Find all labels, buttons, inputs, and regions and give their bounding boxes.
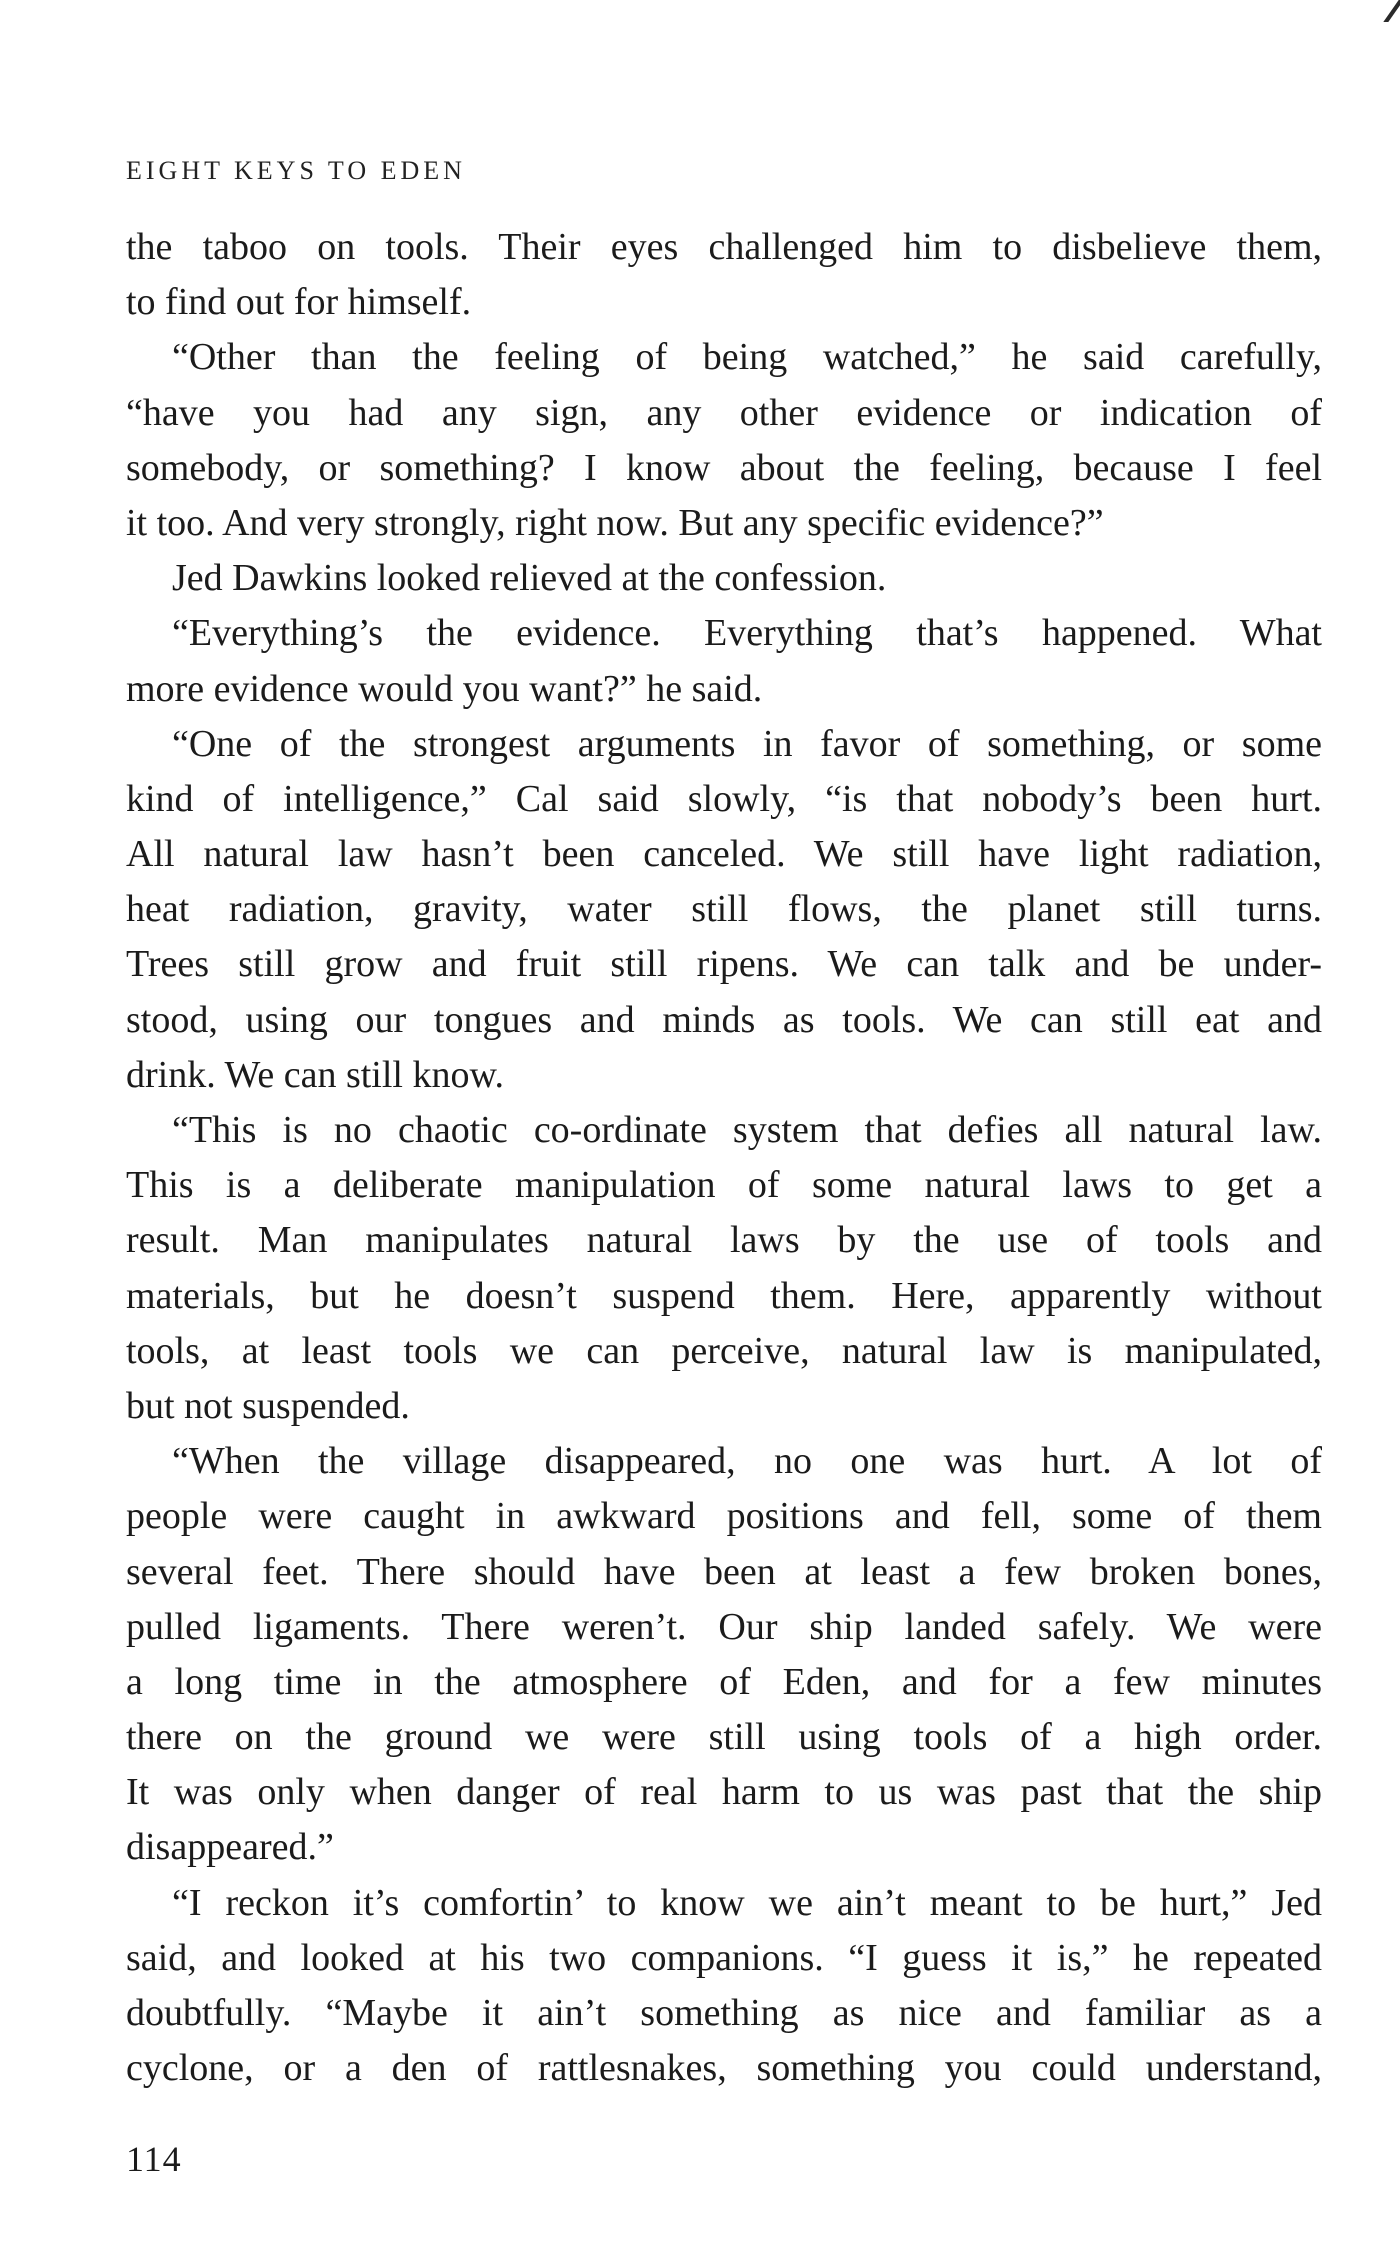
text-line: doubtfully. “Maybe it ain’t something as nice and familiar as a xyxy=(126,1992,1322,2034)
text-line: Jed Dawkins looked relieved at the confession. xyxy=(172,557,887,600)
body-text xyxy=(126,220,1322,2096)
text-line: several feet. There should have been at least a few broken bones, xyxy=(126,1550,1322,1593)
corner-mark xyxy=(1373,0,1400,22)
text-line: more evidence would you want?” he said. xyxy=(126,667,763,710)
text-line: stood, using our tongues and minds as tools. We can still eat and xyxy=(126,998,1322,1041)
text-line: drink. We can still know. xyxy=(126,1053,504,1096)
text-line: people were caught in awkward positions and fell, some of them xyxy=(126,1495,1322,1538)
text-line: “One of the strongest arguments in favor of something, or some xyxy=(172,722,1322,765)
text-line: there on the ground we were still using tools of a high order. xyxy=(126,1716,1322,1759)
text-line: “When the village disappeared, no one was hurt. A lot of xyxy=(172,1440,1322,1483)
text-line: This is a deliberate manipulation of some natural laws to get a xyxy=(126,1164,1322,1207)
text-line: the taboo on tools. Their eyes challenged him to disbelieve them, xyxy=(126,226,1322,268)
text-line: somebody, or something? I know about the feeling, because I feel xyxy=(126,446,1322,489)
text-line: it too. And very strongly, right now. But any specific evidence?” xyxy=(126,501,1104,544)
text-line: a long time in the atmosphere of Eden, and for a few minutes xyxy=(126,1660,1322,1703)
text-line: “I reckon it’s comfortin’ to know we ain’t meant to be hurt,” Jed xyxy=(172,1881,1322,1924)
text-line: to find out for himself. xyxy=(126,281,472,324)
text-line: result. Man manipulates natural laws by the use of tools and xyxy=(126,1219,1322,1262)
text-line: “This is no chaotic co-ordinate system that defies all natural law. xyxy=(172,1109,1322,1151)
running-head: EIGHT KEYS TO EDEN xyxy=(126,156,466,185)
text-line: “Other than the feeling of being watched,” he said carefully, xyxy=(172,336,1322,379)
text-line: “have you had any sign, any other evidence or indication of xyxy=(126,391,1322,434)
text-line: pulled ligaments. There weren’t. Our ship landed safely. We were xyxy=(126,1605,1322,1648)
page-number: 114 xyxy=(126,2139,182,2179)
text-line: said, and looked at his two companions. “I guess it is,” he repeated xyxy=(126,1936,1322,1979)
text-line: cyclone, or a den of rattlesnakes, something you could understand, xyxy=(126,2047,1322,2090)
text-line: but not suspended. xyxy=(126,1384,410,1427)
text-line: “Everything’s the evidence. Everything that’s happened. What xyxy=(172,612,1322,655)
text-line: kind of intelligence,” Cal said slowly, “is that nobody’s been hurt. xyxy=(126,777,1322,820)
text-line: tools, at least tools we can perceive, natural law is manipulated, xyxy=(126,1329,1322,1372)
text-line: All natural law hasn’t been canceled. We still have light radiation, xyxy=(126,833,1322,876)
text-line: Trees still grow and fruit still ripens. We can talk and be under- xyxy=(126,943,1322,986)
text-line: disappeared.” xyxy=(126,1826,334,1869)
text-line: It was only when danger of real harm to us was past that the ship xyxy=(126,1771,1322,1814)
text-line: materials, but he doesn’t suspend them. Here, apparently without xyxy=(126,1274,1322,1317)
text-line: heat radiation, gravity, water still flows, the planet still turns. xyxy=(126,888,1322,931)
